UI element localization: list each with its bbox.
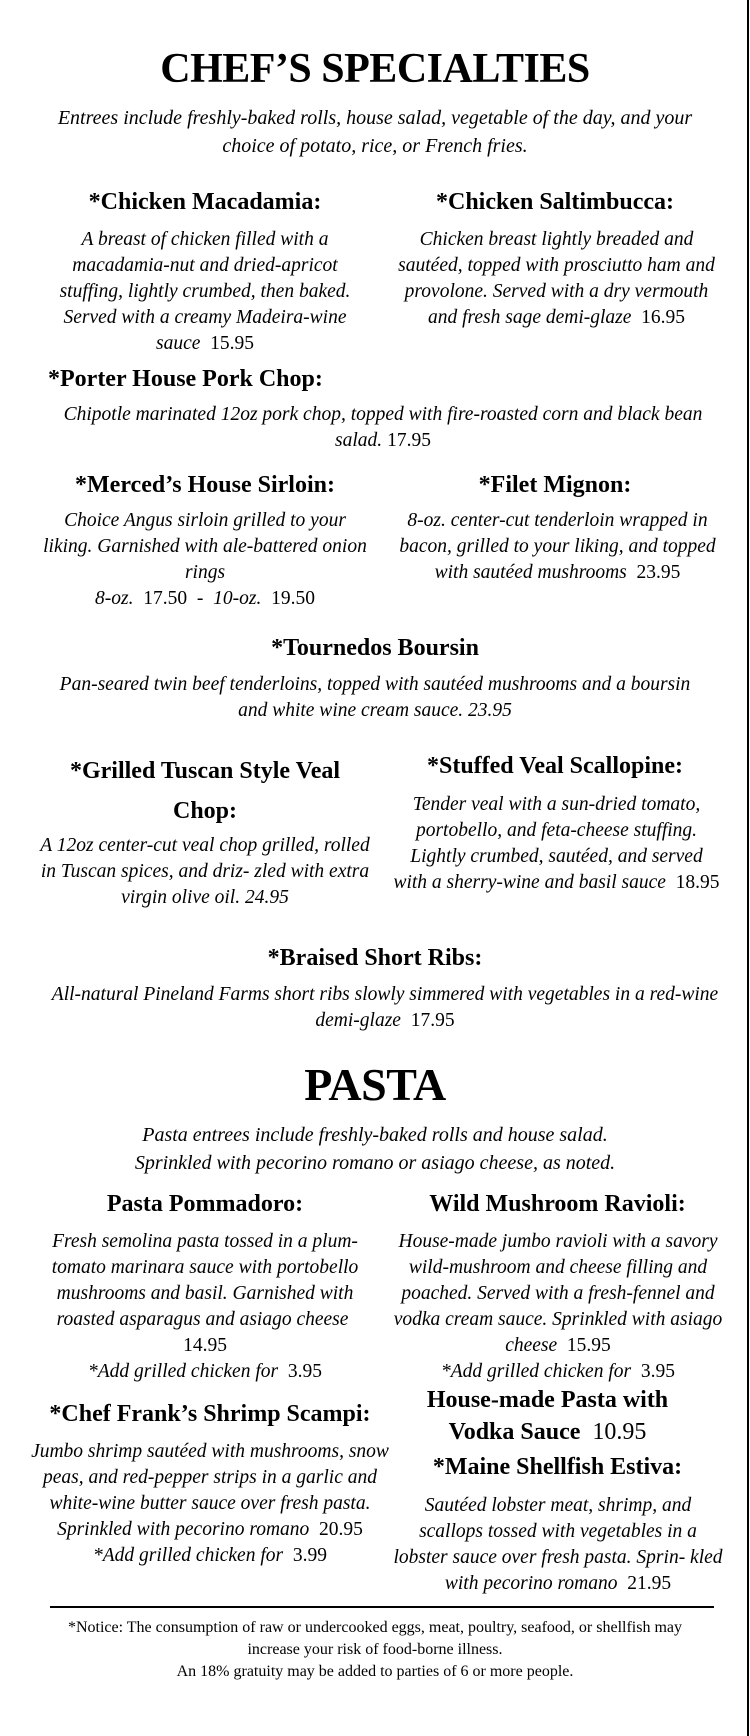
pasta-heading: PASTA bbox=[304, 1059, 446, 1110]
dish-price: 17.95 bbox=[387, 430, 431, 451]
notice-divider bbox=[50, 1606, 714, 1608]
dish-name-chicken-macadamia: *Chicken Macadamia: bbox=[88, 189, 322, 215]
dish-name-merceds-house-sirloin: *Merced’s House Sirloin: bbox=[75, 472, 335, 498]
dish-price: 15.95 bbox=[210, 333, 255, 354]
add-chicken-note: *Add grilled chicken for bbox=[441, 1361, 632, 1382]
dish-desc-pasta-pommadoro: Fresh semolina pasta tossed in a plum-tomato marinara sauce with portobello mushrooms and basil. Garnished with roasted asparagus and asiago cheese 14.95 *Add grilled chicken for 3.95 bbox=[51, 1231, 359, 1382]
dish-name-house-made-pasta-vodka: House-made Pasta with Vodka Sauce 10.95 bbox=[426, 1387, 669, 1445]
dish-desc-wild-mushroom-ravioli: House-made jumbo ravioli with a savory wild-mushroom and cheese filling and poached. Served with a fresh-fennel and vodka cream sauce. Sprinkled with asiago cheese 15.95 *Add grilled chicken for 3.95 bbox=[393, 1231, 723, 1382]
dish-price: 14.95 bbox=[183, 1335, 227, 1356]
pasta-intro: Pasta entrees include freshly-baked rolls and house salad. Sprinkled with pecorino romano or asiago cheese, as noted. bbox=[134, 1124, 616, 1174]
dish-desc-chicken-macadamia: A breast of chicken filled with a macadamia-nut and dried-apricot stuffing, lightly crumbed, then baked. Served with a creamy Madeira-wine sauce 15.95 bbox=[59, 229, 351, 354]
page-border bbox=[747, 0, 749, 1736]
dish-desc-tournedos-boursin: Pan-seared twin beef tenderloins, topped with sautéed mushrooms and a boursin and white wine cream sauce. 23.95 bbox=[59, 674, 691, 721]
dish-price: 23.95 bbox=[636, 562, 681, 583]
dish-desc-stuffed-veal-scallopine: Tender veal with a sun-dried tomato, portobello, and feta-cheese stuffing. Lightly crumbed, sautéed, and served with a sherry-wine and basil sauce 18.95 bbox=[393, 794, 720, 893]
dish-desc-maine-shellfish-estiva: Sautéed lobster meat, shrimp, and scallops tossed with vegetables in a lobster sauce over fresh pasta. Sprin- kled with pecorino romano 21.95 bbox=[393, 1495, 723, 1594]
chefs-specialties-intro: Entrees include freshly-baked rolls, house salad, vegetable of the day, and your choice of potato, rice, or French fries. bbox=[57, 107, 693, 157]
dish-price: 21.95 bbox=[627, 1573, 672, 1594]
dish-desc-chef-franks-shrimp-scampi: Jumbo shrimp sautéed with mushrooms, snow peas, and red-pepper strips in a garlic and white-wine butter sauce over fresh pasta. Sprinkled with pecorino romano 20.95 *Add grilled chicken for 3.99 bbox=[31, 1441, 389, 1566]
notice-gratuity: An 18% gratuity may be added to parties of 6 or more people. bbox=[176, 1663, 574, 1680]
dish-price: 15.95 bbox=[566, 1335, 611, 1356]
dish-name-chef-franks-shrimp-scampi: *Chef Frank’s Shrimp Scampi: bbox=[49, 1401, 371, 1427]
dish-name-braised-short-ribs: *Braised Short Ribs: bbox=[267, 945, 483, 971]
dish-price: 16.95 bbox=[641, 307, 686, 328]
dish-price: 10.95 bbox=[592, 1419, 647, 1445]
dish-desc-porter-house-pork-chop: Chipotle marinated 12oz pork chop, topped with fire-roasted corn and black bean salad. 17.95 bbox=[63, 404, 703, 451]
dish-name-filet-mignon: *Filet Mignon: bbox=[478, 472, 632, 498]
dish-desc-filet-mignon: 8-oz. center-cut tenderloin wrapped in bacon, grilled to your liking, and topped with sautéed mushrooms 23.95 bbox=[399, 510, 716, 583]
dish-desc-grilled-tuscan-veal-chop: A 12oz center-cut veal chop grilled, rolled in Tuscan spices, and driz- zled with extra virgin olive oil. 24.95 bbox=[40, 835, 370, 908]
add-chicken-note: *Add grilled chicken for bbox=[93, 1545, 284, 1566]
dish-name-maine-shellfish-estiva: *Maine Shellfish Estiva: bbox=[432, 1454, 683, 1480]
dish-name-pasta-pommadoro: Pasta Pommadoro: bbox=[106, 1191, 304, 1217]
notice-health-warning: *Notice: The consumption of raw or undercooked eggs, meat, poultry, seafood, or shellfish may increase your risk of food-borne illness. bbox=[67, 1619, 683, 1658]
dish-prices-merceds-house-sirloin: 8-oz. 17.50 - 10-oz. 19.50 bbox=[95, 588, 315, 609]
dish-desc-chicken-saltimbucca: Chicken breast lightly breaded and sautéed, topped with prosciutto ham and provolone. Served with a dry vermouth and fresh sage demi-glaze 16.95 bbox=[398, 229, 715, 328]
dish-desc-braised-short-ribs: All-natural Pineland Farms short ribs slowly simmered with vegetables in a red-wine demi-glaze 17.95 bbox=[51, 984, 719, 1031]
dish-name-tournedos-boursin: *Tournedos Boursin bbox=[271, 635, 479, 661]
dish-price: 18.95 bbox=[675, 872, 720, 893]
dish-name-wild-mushroom-ravioli: Wild Mushroom Ravioli: bbox=[429, 1191, 686, 1217]
dish-desc-merceds-house-sirloin: Choice Angus sirloin grilled to your liking. Garnished with ale-battered onion rings bbox=[43, 510, 367, 583]
dish-price: 20.95 bbox=[319, 1519, 363, 1540]
add-chicken-note: *Add grilled chicken for bbox=[88, 1361, 279, 1382]
dish-name-stuffed-veal-scallopine: *Stuffed Veal Scallopine: bbox=[426, 753, 684, 779]
dish-name-grilled-tuscan-veal-chop: *Grilled Tuscan Style Veal Chop: bbox=[69, 758, 341, 824]
dish-price: 17.95 bbox=[410, 1010, 455, 1031]
dish-name-porter-house-pork-chop: *Porter House Pork Chop: bbox=[48, 366, 323, 392]
chefs-specialties-heading: CHEF’S SPECIALTIES bbox=[160, 46, 590, 92]
dish-name-chicken-saltimbucca: *Chicken Saltimbucca: bbox=[435, 189, 674, 215]
